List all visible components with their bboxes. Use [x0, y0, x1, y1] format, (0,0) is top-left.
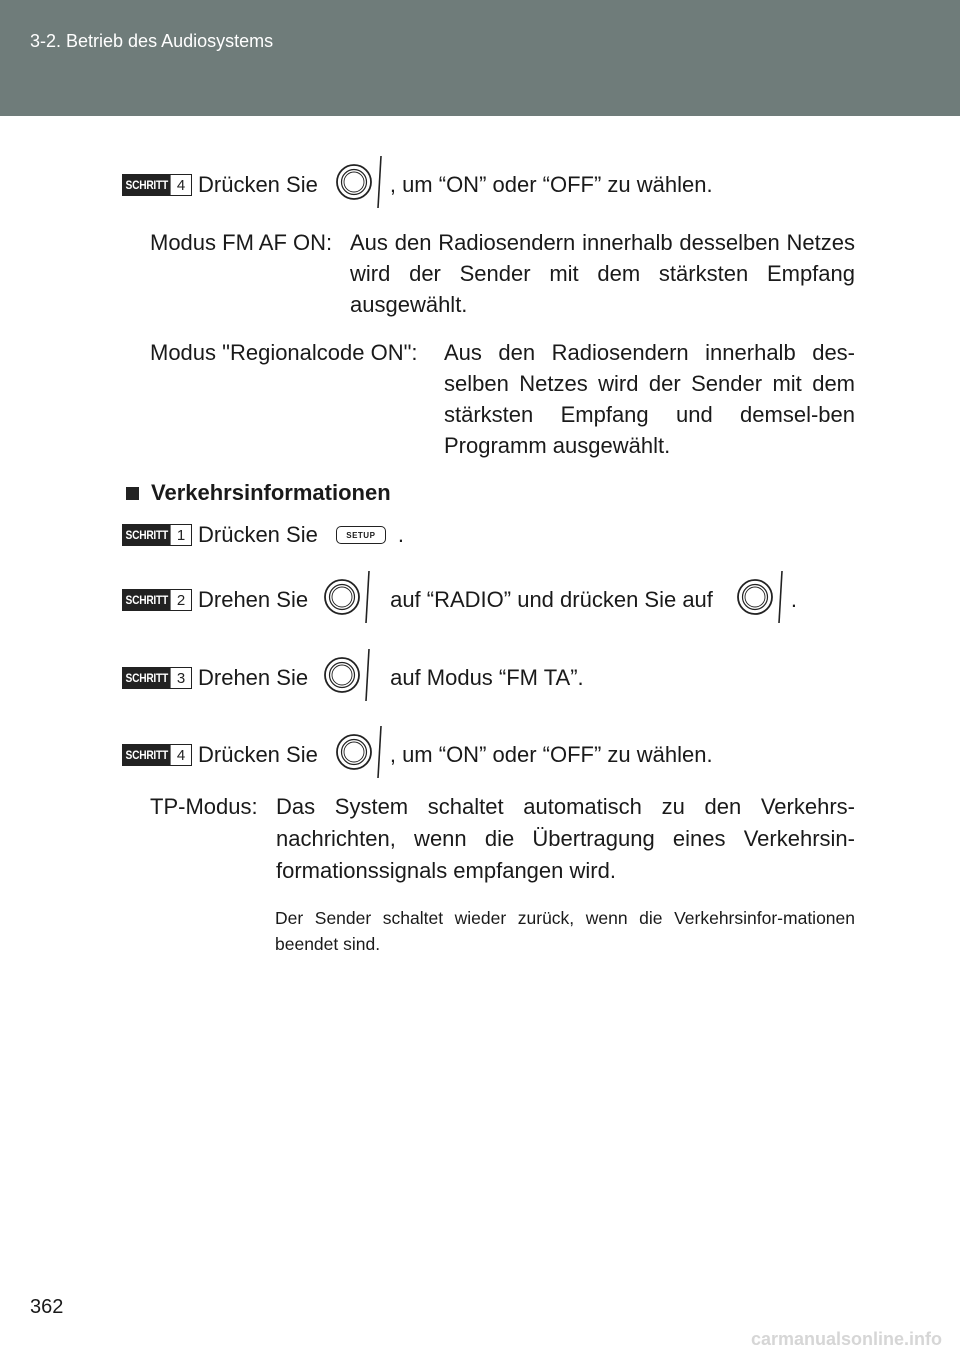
step-b4: SCHRITT 4 Drücken Sie , um “ON” oder “OFF” zu wählen. — [122, 735, 713, 775]
bullet-square-icon — [126, 487, 139, 500]
mode-label: Modus "Regionalcode ON": — [150, 340, 418, 365]
setup-button-icon: SETUP — [336, 526, 386, 544]
step-badge: SCHRITT 2 — [122, 589, 192, 611]
section-heading: Verkehrsinformationen — [126, 480, 391, 506]
step-b3: SCHRITT 3 Drehen Sie auf Modus “FM TA”. — [122, 658, 584, 698]
mode-label: TP-Modus: — [150, 794, 258, 819]
section-title: 3-2. Betrieb des Audiosystems — [30, 31, 274, 51]
step-badge: SCHRITT 3 — [122, 667, 192, 689]
tune-knob-icon — [320, 647, 376, 709]
page-header — [0, 0, 960, 116]
tune-knob-icon — [320, 569, 376, 631]
step-b2: SCHRITT 2 Drehen Sie auf “RADIO” und drücken Sie auf . — [122, 580, 797, 620]
page-number: 362 — [30, 1296, 64, 1318]
mode-description: Aus den Radiosendern innerhalb des-selben Netzes wird der Sender mit dem stärksten Empfang und demsel-ben Programm ausgewählt. — [444, 340, 855, 458]
tune-knob-icon — [332, 724, 388, 786]
step-badge: SCHRITT 1 — [122, 524, 192, 546]
step-badge: SCHRITT 4 — [122, 744, 192, 766]
mode-label: Modus FM AF ON: — [150, 230, 333, 255]
mode-description: Aus den Radiosendern innerhalb desselben Netzes wird der Sender mit dem stärksten Empfang ausgewählt. — [350, 230, 855, 317]
step-b1: SCHRITT 1 Drücken Sie SETUP . — [122, 515, 404, 555]
watermark: carmanualsonline.info — [750, 1329, 942, 1349]
note-text: Der Sender schaltet wieder zurück, wenn die Verkehrsinfor-mationen beendet sind. — [275, 908, 855, 954]
tune-knob-icon — [733, 569, 789, 631]
step-badge: SCHRITT 4 — [122, 174, 192, 196]
tune-knob-icon — [332, 154, 388, 216]
mode-description: Das System schaltet automatisch zu den Verkehrs-nachrichten, wenn die Übertragung eines Verkehrsin-formationssignals empfangen wird. — [276, 794, 855, 883]
step-a4: SCHRITT 4 Drücken Sie , um “ON” oder “OFF” zu wählen. — [122, 165, 713, 205]
